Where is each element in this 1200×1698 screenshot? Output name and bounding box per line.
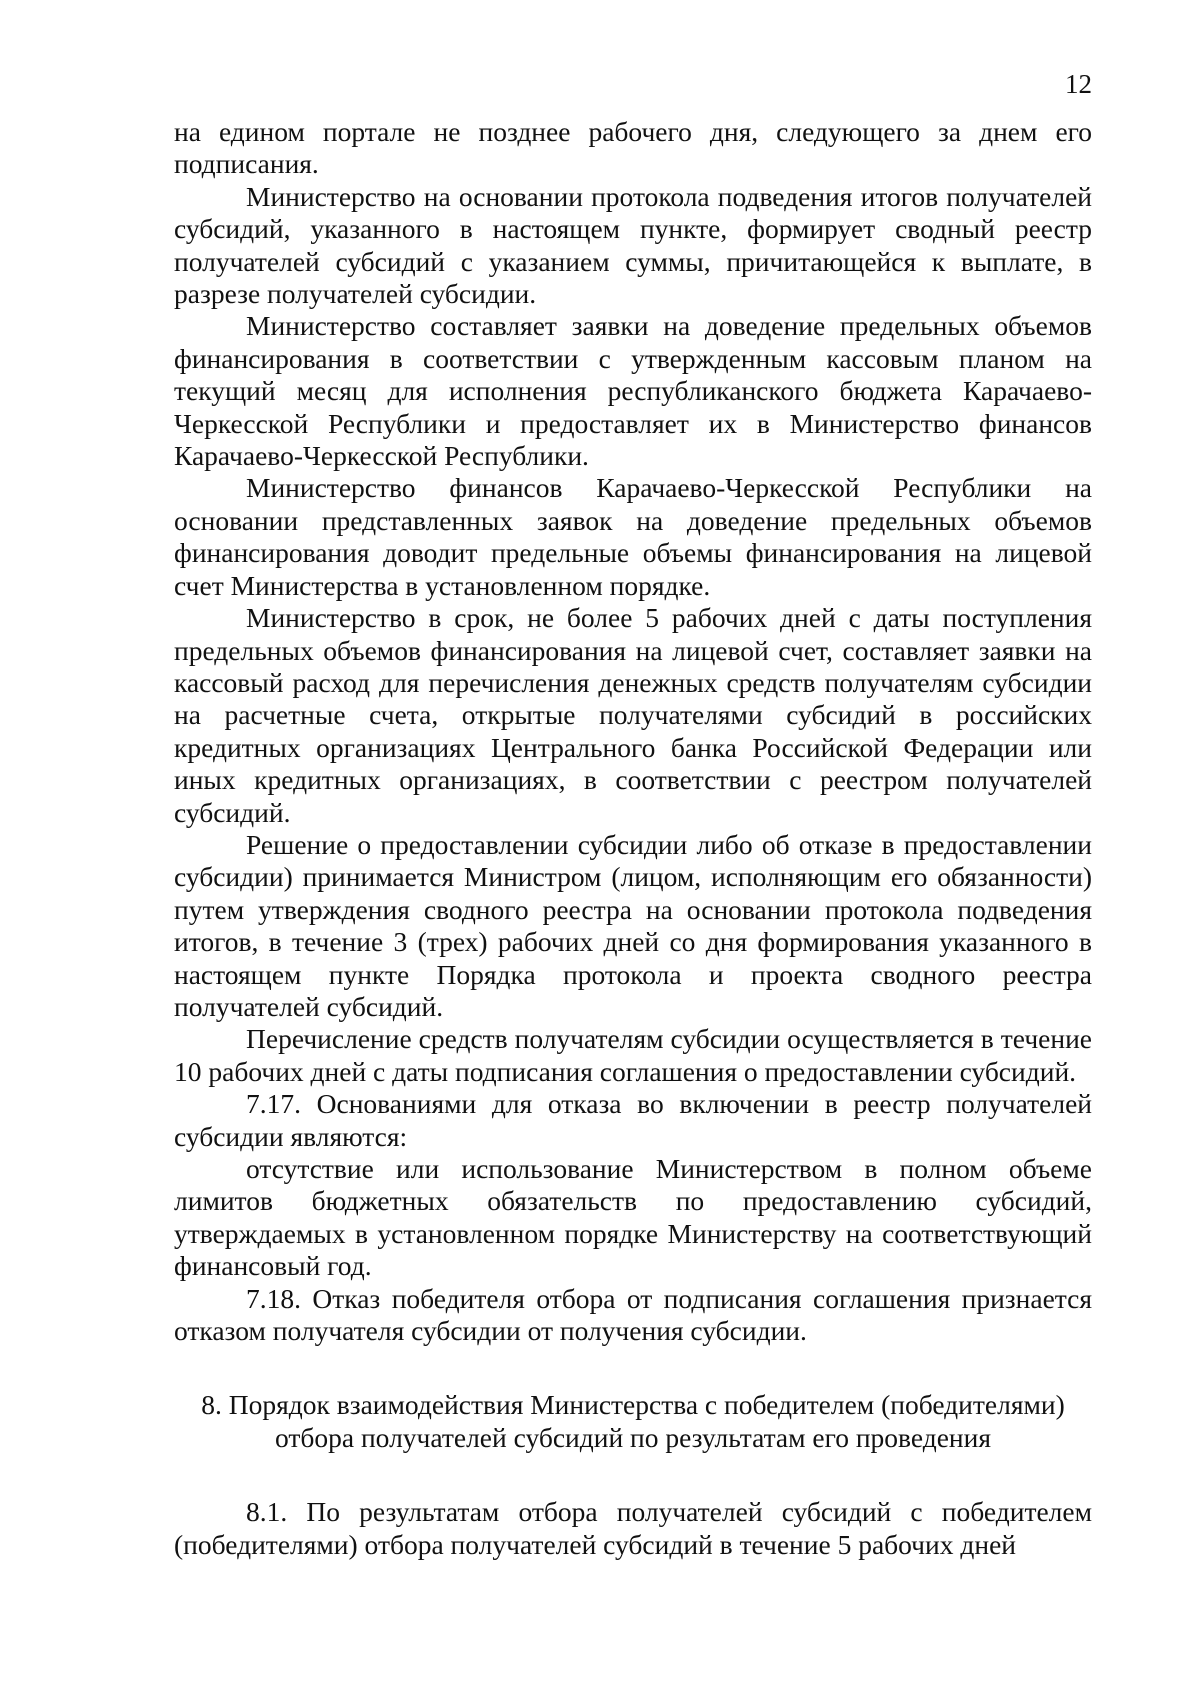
page-number: 12	[1065, 69, 1092, 99]
paragraph-funding-requests: Министерство составляет заявки на доведение предельных объемов финансирования в соответствии с утвержденным кассовым планом на текущий месяц для исполнения республиканского бюджета Карачаево-Черкесской Республики и предоставляет их в Министерство финансов Карачаево-Черкесской Республики.	[174, 310, 1092, 472]
paragraph-decision: Решение о предоставлении субсидии либо об отказе в предоставлении субсидии) принимается Министром (лицом, исполняющим его обязанности) путем утверждения сводного реестра на основании протокола подведения итогов, в течение 3 (трех) рабочих дней со дня формирования указанного в настоящем пункте Порядка протокола и проекта сводного реестра получателей субсидий.	[174, 828, 1092, 1022]
paragraph-7-17: 7.17. Основаниями для отказа во включении в реестр получателей субсидии являются:	[174, 1088, 1092, 1152]
paragraph-transfer: Перечисление средств получателям субсидии осуществляется в течение 10 рабочих дней с даты подписания соглашения о предоставлении субсидий.	[174, 1023, 1092, 1087]
paragraph-refusal-grounds: отсутствие или использование Министерством в полном объеме лимитов бюджетных обязательств по предоставлению субсидий, утверждаемых в установленном порядке Министерству на соответствующий финансовый год.	[174, 1153, 1092, 1282]
section-heading-8: 8. Порядок взаимодействия Министерства с победителем (победителями) отбора получателей субсидий по результатам его проведения	[201, 1389, 1065, 1453]
document-body	[174, 116, 1092, 1561]
paragraph-continuation: на едином портале не позднее рабочего дня, следующего за днем его подписания.	[174, 116, 1092, 180]
paragraph-consolidated-registry: Министерство на основании протокола подведения итогов получателей субсидий, указанного в настоящем пункте, формирует сводный реестр получателей субсидий с указанием суммы, причитающейся к выплате, в разрезе получателей субсидии.	[174, 180, 1092, 310]
paragraph-7-18: 7.18. Отказ победителя отбора от подписания соглашения признается отказом получателя субсидии от получения субсидии.	[174, 1282, 1092, 1347]
paragraph-8-1: 8.1. По результатам отбора получателей субсидий с победителем (победителями) отбора получателей субсидий в течение 5 рабочих дней	[174, 1496, 1092, 1560]
paragraph-cash-expense: Министерство в срок, не более 5 рабочих дней с даты поступления предельных объемов финансирования на лицевой счет, составляет заявки на кассовый расход для перечисления денежных средств получателям субсидии на расчетные счета, открытые получателями субсидий в российских кредитных организациях Центрального банка Российской Федерации или иных кредитных организациях, в соответствии с реестром получателей субсидий.	[174, 602, 1092, 828]
paragraph-ministry-of-finance: Министерство финансов Карачаево-Черкесской Республики на основании представленных заявок на доведение предельных объемов финансирования доводит предельные объемы финансирования на лицевой счет Министерства в установленном порядке.	[174, 472, 1092, 601]
